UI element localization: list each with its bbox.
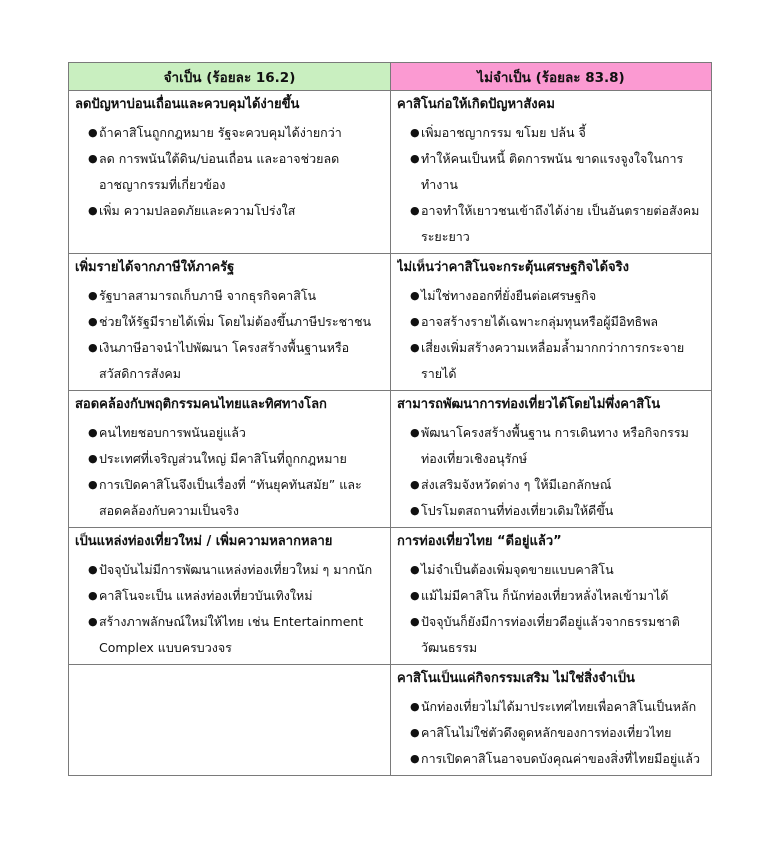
header-necessary: จำเป็น (ร้อยละ 16.2)	[69, 63, 391, 91]
bullet-icon: ●	[410, 752, 420, 765]
table-row	[69, 528, 712, 665]
table-row	[69, 665, 712, 776]
list-item: ● เงินภาษีอาจนำไปพัฒนา โครงสร้างพื้นฐานหรือสวัสดิการสังคม	[75, 335, 384, 387]
cell-necessary	[69, 528, 391, 665]
bullet-icon: ●	[410, 504, 420, 517]
section-title: ลดปัญหาบ่อนเถื่อนและควบคุมได้ง่ายขึ้น	[75, 97, 300, 112]
list-item: ● คาสิโนไม่ใช่ตัวดึงดูดหลักของการท่องเที่ยวไทย	[397, 720, 705, 746]
section-title: คาสิโนเป็นแค่กิจกรรมเสริม ไม่ใช่สิ่งจำเป็น	[397, 671, 635, 686]
bullet-icon: ●	[410, 426, 420, 439]
list-item: ● เพิ่มอาชญากรรม ขโมย ปล้น จี้	[397, 120, 705, 146]
bullet-icon: ●	[410, 315, 420, 328]
bullet-icon: ●	[88, 563, 98, 576]
list-item: ● ไม่ใช่ทางออกที่ยั่งยืนต่อเศรษฐกิจ	[397, 283, 705, 309]
bullet-icon: ●	[410, 563, 420, 576]
list-item: ● ทำให้คนเป็นหนี้ ติดการพนัน ขาดแรงจูงใจในการทำงาน	[397, 146, 705, 198]
bullet-icon: ●	[410, 726, 420, 739]
cell-unnecessary	[391, 91, 712, 254]
point-list	[75, 283, 384, 387]
point-list	[75, 420, 384, 524]
list-item: ● เสี่ยงเพิ่มสร้างความเหลื่อมล้ำมากกว่าการกระจายรายได้	[397, 335, 705, 387]
bullet-icon: ●	[88, 615, 98, 628]
list-item: ● ปัจจุบันก็ยังมีการท่องเที่ยวดีอยู่แล้วจากธรรมชาติวัฒนธรรม	[397, 609, 705, 661]
list-item: ● ช่วยให้รัฐมีรายได้เพิ่ม โดยไม่ต้องขึ้นภาษีประชาชน	[75, 309, 384, 335]
list-item: ● รัฐบาลสามารถเก็บภาษี จากธุรกิจคาสิโน	[75, 283, 384, 309]
point-list	[397, 420, 705, 524]
list-item: ● การเปิดคาสิโนอาจบดบังคุณค่าของสิ่งที่ไทยมีอยู่แล้ว	[397, 746, 705, 772]
list-item: ● คาสิโนจะเป็น แหล่งท่องเที่ยวบันเทิงใหม่	[75, 583, 384, 609]
cell-necessary	[69, 91, 391, 254]
section-title: สามารถพัฒนาการท่องเที่ยวได้โดยไม่พึ่งคาสิโน	[397, 397, 661, 412]
bullet-icon: ●	[88, 315, 98, 328]
bullet-icon: ●	[410, 341, 420, 354]
bullet-icon: ●	[88, 589, 98, 602]
list-item: ● คนไทยชอบการพนันอยู่แล้ว	[75, 420, 384, 446]
bullet-icon: ●	[410, 126, 420, 139]
cell-unnecessary	[391, 528, 712, 665]
bullet-icon: ●	[410, 204, 420, 217]
list-item: ● ลด การพนันใต้ดิน/บ่อนเถื่อน และอาจช่วยลดอาชญากรรมที่เกี่ยวข้อง	[75, 146, 384, 198]
bullet-icon: ●	[410, 700, 420, 713]
list-item: ● ไม่จำเป็นต้องเพิ่มจุดขายแบบคาสิโน	[397, 557, 705, 583]
section-title: สอดคล้องกับพฤติกรรมคนไทยและทิศทางโลก	[75, 397, 327, 412]
list-item: ● สร้างภาพลักษณ์ใหม่ให้ไทย เช่น Entertainment Complex แบบครบวงจร	[75, 609, 384, 661]
cell-necessary	[69, 391, 391, 528]
bullet-icon: ●	[88, 478, 98, 491]
list-item: ● โปรโมตสถานที่ท่องเที่ยวเดิมให้ดีขึ้น	[397, 498, 705, 524]
list-item: ● พัฒนาโครงสร้างพื้นฐาน การเดินทาง หรือกิจกรรมท่องเที่ยวเชิงอนุรักษ์	[397, 420, 705, 472]
point-list	[397, 120, 705, 250]
point-list	[75, 120, 384, 224]
cell-unnecessary	[391, 391, 712, 528]
list-item: ● การเปิดคาสิโนจึงเป็นเรื่องที่ “ทันยุคทันสมัย” และสอดคล้องกับความเป็นจริง	[75, 472, 384, 524]
point-list	[75, 557, 384, 661]
point-list	[397, 557, 705, 661]
comparison-table	[68, 62, 712, 776]
point-list	[397, 694, 705, 772]
cell-necessary-empty	[69, 665, 391, 776]
bullet-icon: ●	[88, 341, 98, 354]
list-item: ● ส่งเสริมจังหวัดต่าง ๆ ให้มีเอกลักษณ์	[397, 472, 705, 498]
header-unnecessary: ไม่จำเป็น (ร้อยละ 83.8)	[391, 63, 712, 91]
bullet-icon: ●	[88, 126, 98, 139]
bullet-icon: ●	[88, 152, 98, 165]
cell-necessary	[69, 254, 391, 391]
bullet-icon: ●	[88, 289, 98, 302]
list-item: ● ประเทศที่เจริญส่วนใหญ่ มีคาสิโนที่ถูกกฎหมาย	[75, 446, 384, 472]
point-list	[397, 283, 705, 387]
list-item: ● ปัจจุบันไม่มีการพัฒนาแหล่งท่องเที่ยวใหม่ ๆ มากนัก	[75, 557, 384, 583]
table-row	[69, 391, 712, 528]
table-row	[69, 254, 712, 391]
list-item: ● ถ้าคาสิโนถูกกฎหมาย รัฐจะควบคุมได้ง่ายกว่า	[75, 120, 384, 146]
list-item: ● อาจทำให้เยาวชนเข้าถึงได้ง่าย เป็นอันตรายต่อสังคมระยะยาว	[397, 198, 705, 250]
list-item: ● อาจสร้างรายได้เฉพาะกลุ่มทุนหรือผู้มีอิทธิพล	[397, 309, 705, 335]
section-title: คาสิโนก่อให้เกิดปัญหาสังคม	[397, 97, 555, 112]
bullet-icon: ●	[410, 478, 420, 491]
section-title: เป็นแหล่งท่องเที่ยวใหม่ / เพิ่มความหลากหลาย	[75, 534, 333, 549]
bullet-icon: ●	[88, 452, 98, 465]
bullet-icon: ●	[410, 615, 420, 628]
bullet-icon: ●	[410, 152, 420, 165]
bullet-icon: ●	[410, 589, 420, 602]
list-item: ● นักท่องเที่ยวไม่ได้มาประเทศไทยเพื่อคาสิโนเป็นหลัก	[397, 694, 705, 720]
list-item: ● แม้ไม่มีคาสิโน ก็นักท่องเที่ยวหลั่งไหลเข้ามาได้	[397, 583, 705, 609]
table-row	[69, 91, 712, 254]
bullet-icon: ●	[410, 289, 420, 302]
section-title: การท่องเที่ยวไทย “ดีอยู่แล้ว”	[397, 534, 562, 549]
header-row	[69, 63, 712, 91]
section-title: เพิ่มรายได้จากภาษีให้ภาครัฐ	[75, 260, 235, 275]
cell-unnecessary	[391, 254, 712, 391]
bullet-icon: ●	[88, 426, 98, 439]
section-title: ไม่เห็นว่าคาสิโนจะกระตุ้นเศรษฐกิจได้จริง	[397, 260, 630, 275]
bullet-icon: ●	[88, 204, 98, 217]
list-item: ● เพิ่ม ความปลอดภัยและความโปร่งใส	[75, 198, 384, 224]
cell-unnecessary	[391, 665, 712, 776]
